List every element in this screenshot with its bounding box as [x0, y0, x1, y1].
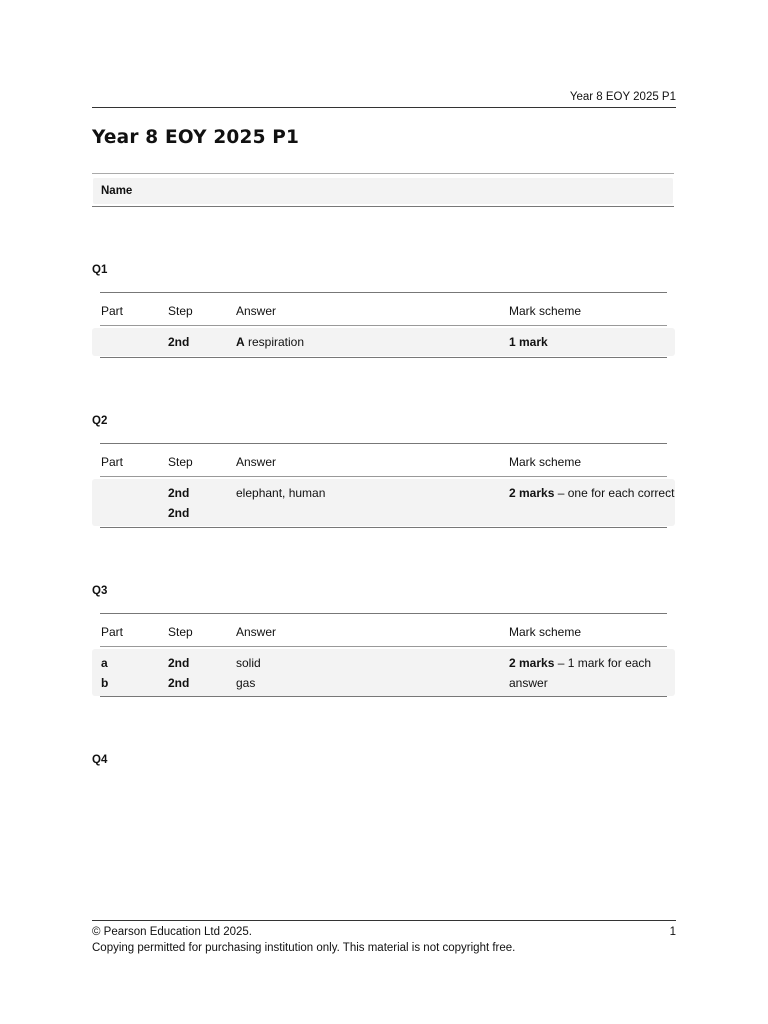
footer-rule: [92, 920, 676, 921]
column-header-part: Part: [101, 304, 124, 318]
answer-text: respiration: [244, 335, 305, 349]
table-header-rule: [100, 476, 667, 477]
name-label: Name: [101, 185, 133, 197]
question-label-q4: Q4: [92, 754, 108, 766]
mark-scheme-cell: [509, 332, 548, 352]
answer-cell: gas: [236, 676, 256, 690]
mark-value: 2 marks: [509, 656, 555, 670]
name-field-background: [93, 178, 673, 204]
footer-copyright: © Pearson Education Ltd 2025.: [92, 926, 253, 938]
part-cell: b: [101, 676, 109, 690]
step-cell: 2nd: [168, 656, 190, 670]
step-cell: 2nd: [168, 676, 190, 690]
column-header-mark-scheme: Mark scheme: [509, 625, 582, 639]
column-header-part: Part: [101, 455, 124, 469]
column-header-step: Step: [168, 625, 193, 639]
page-number: 1: [669, 926, 676, 938]
table-bottom-rule: [100, 527, 667, 528]
column-header-answer: Answer: [236, 304, 277, 318]
table-bottom-rule: [100, 696, 667, 697]
header-rule: [92, 107, 676, 108]
mark-table-q3: [92, 613, 675, 698]
running-header: Year 8 EOY 2025 P1: [569, 91, 676, 103]
table-header-rule: [100, 325, 667, 326]
table-top-rule: [100, 292, 667, 293]
mark-scheme-cell: [509, 653, 651, 673]
name-field[interactable]: [92, 173, 674, 207]
answer-cell: solid: [236, 656, 261, 670]
mark-note: – 1 mark for each: [554, 656, 652, 670]
column-header-answer: Answer: [236, 455, 277, 469]
mark-table-q1: [92, 292, 675, 358]
column-header-mark-scheme: Mark scheme: [509, 455, 582, 469]
column-header-part: Part: [101, 625, 124, 639]
question-label-q3: Q3: [92, 585, 108, 597]
mark-scheme-cell-continued: answer: [509, 676, 548, 690]
mark-value: 1 mark: [509, 335, 548, 349]
column-header-answer: Answer: [236, 625, 277, 639]
answer-cell: [236, 332, 304, 352]
footer-notice: Copying permitted for purchasing institution only. This material is not copyright free.: [92, 942, 516, 954]
page-title: Year 8 EOY 2025 P1: [92, 127, 300, 148]
table-top-rule: [100, 443, 667, 444]
part-cell: a: [101, 656, 108, 670]
answer-option-letter: A: [236, 335, 245, 349]
question-label-q2: Q2: [92, 415, 108, 427]
mark-note: – one for each correct: [554, 486, 675, 500]
step-cell: 2nd: [168, 506, 190, 520]
table-bottom-rule: [100, 357, 667, 358]
table-top-rule: [100, 613, 667, 614]
question-label-q1: Q1: [92, 264, 108, 276]
column-header-mark-scheme: Mark scheme: [509, 304, 582, 318]
mark-value: 2 marks: [509, 486, 555, 500]
column-header-step: Step: [168, 304, 193, 318]
step-cell: 2nd: [168, 335, 190, 349]
column-header-step: Step: [168, 455, 193, 469]
table-header-rule: [100, 646, 667, 647]
answer-cell: elephant, human: [236, 486, 326, 500]
mark-scheme-cell: [509, 483, 674, 503]
step-cell: 2nd: [168, 486, 190, 500]
mark-table-q2: [92, 443, 675, 528]
